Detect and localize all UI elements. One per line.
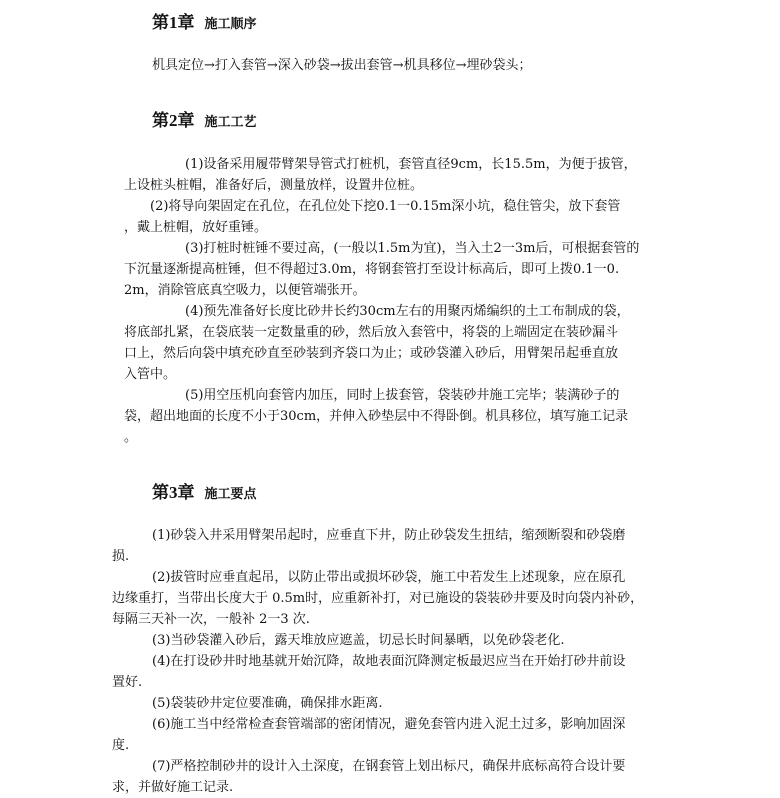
paragraph-line: (4)预先准备好长度比砂井长约30cm左右的用聚丙烯编织的土工布制成的袋， (185, 304, 630, 319)
paragraph-line: 损. (112, 549, 130, 564)
paragraph-line: 袋，超出地面的长度不小于30cm，并伸入砂垫层中不得卧倒。机具移位，填写施工记录 (124, 409, 629, 424)
paragraph-line: (2)将导向架固定在孔位，在孔位处下挖0.1一0.15m深小坑，稳住管尖，放下套管 (150, 199, 621, 214)
paragraph-line: 将底部扎紧，在袋底装一定数量重的砂，然后放入套管中，将袋的上端固定在装砂漏斗 (124, 325, 619, 340)
paragraph-line: (7)严格控制砂井的设计入土深度，在钢套管上划出标尺，确保井底标高符合设计要 (152, 759, 626, 774)
chapter-1-heading (152, 8, 257, 33)
paragraph-line: 求，并做好施工记录. (112, 780, 234, 795)
paragraph-line: 每隔三天补一次，一般补 2一3 次. (112, 612, 310, 627)
paragraph-line: (3)当砂袋灌入砂后，露天堆放应遮盖，切忌长时间暴晒，以免砂袋老化. (152, 633, 565, 648)
paragraph-line: (2)拔管时应垂直起吊，以防止带出或损坏砂袋，施工中若发生上述现象，应在原孔 (152, 570, 626, 585)
paragraph-line: (1)设备采用履带臂架导管式打桩机，套管直径9cm，长15.5m，为便于拔管， (185, 157, 637, 172)
chapter-number: 第3章 (152, 483, 195, 502)
paragraph-line: 2m，消除管底真空吸力，以便管端张开。 (124, 283, 366, 298)
paragraph-line: 入管中。 (124, 367, 177, 382)
paragraph-line: 口上，然后向袋中填充砂直至砂装到齐袋口为止；或砂袋灌入砂后，用臂架吊起垂直放 (124, 346, 619, 361)
paragraph-line: (6)施工当中经常检查套管端部的密闭情况，避免套管内进入泥土过多，影响加固深 (152, 717, 626, 732)
chapter-3-heading (152, 478, 257, 503)
chapter-2-heading (152, 106, 257, 131)
paragraph-line: 置好. (112, 675, 143, 690)
paragraph-line: 度. (112, 738, 130, 753)
chapter-title: 施工顺序 (204, 17, 257, 32)
paragraph-line: (1)砂袋入井采用臂架吊起时，应垂直下井，防止砂袋发生扭结，缩颈断裂和砂袋磨 (152, 528, 626, 543)
chapter-title: 施工要点 (204, 487, 257, 502)
paragraph-line: 。 (124, 430, 138, 445)
chapter-number: 第1章 (152, 13, 195, 32)
paragraph-line: (5)用空压机向套管内加压，同时上拔套管，袋装砂井施工完毕；装满砂子的 (185, 388, 620, 403)
paragraph-line: 上设桩头桩帽，准备好后，测量放样，设置井位桩。 (124, 178, 424, 193)
paragraph-line: (3)打桩时桩锤不要过高，(一般以1.5m为宜)，当入土2一3m后，可根据套管的 (185, 241, 640, 256)
paragraph-line: ，戴上桩帽，放好重锤。 (124, 220, 268, 235)
construction-sequence: 机具定位→打入套管→深入砂袋→拔出套管→机具移位→埋砂袋头； (152, 58, 532, 73)
paragraph-line: 下沉量逐渐提高桩锤，但不得超过3.0m，将钢套管打至设计标高后，即可上拨0.1一0. (124, 262, 620, 277)
chapter-title: 施工工艺 (204, 115, 257, 130)
paragraph-line: (5)袋装砂井定位要准确，确保排水距离. (152, 696, 383, 711)
paragraph-line: (4)在打设砂井时地基就开始沉降，故地表面沉降测定板最迟应当在开始打砂井前设 (152, 654, 626, 669)
chapter-number: 第2章 (152, 111, 195, 130)
paragraph-line: 边缘重打，当带出长度大于 0.5m时，应重新补打，对已施设的袋装砂井要及时向袋内补砂， (112, 591, 644, 606)
